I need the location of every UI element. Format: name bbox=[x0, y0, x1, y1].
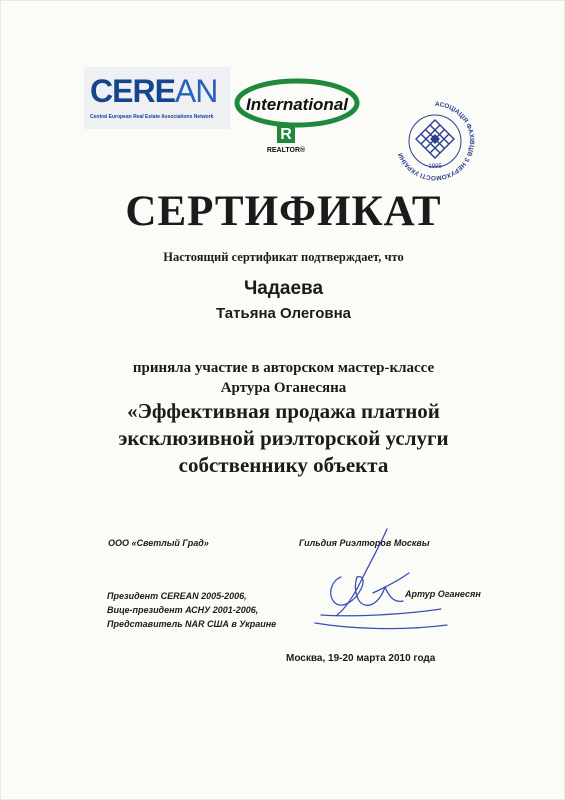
credential-line: Президент CEREAN 2005-2006, bbox=[107, 591, 247, 601]
credential-line: Вице-президент АСНУ 2001-2006, bbox=[107, 605, 259, 615]
guild-logo bbox=[390, 96, 480, 186]
cerean-logo bbox=[84, 67, 230, 129]
recipient-surname: Чадаева bbox=[243, 278, 324, 299]
participation-line: Артура Оганесяна bbox=[220, 380, 347, 396]
international-realtor-logo bbox=[233, 75, 361, 157]
organizer-left: ООО «Светлый Град» bbox=[108, 538, 209, 548]
cerean-logo-tagline: Central European Real Estate Associations Network bbox=[90, 114, 214, 120]
cerean-logo-word-bold: CERE bbox=[90, 73, 175, 109]
signatory-name: Артур Оганесян bbox=[405, 589, 481, 599]
participation-text bbox=[1, 358, 565, 398]
certificate-subtitle: Настоящий сертификат подтверждает, что bbox=[163, 250, 404, 264]
handwritten-signature bbox=[291, 523, 451, 643]
course-title bbox=[1, 398, 565, 479]
international-logo-word: International bbox=[245, 95, 349, 114]
guild-logo-ring-text: АСОЦІАЦІЯ ФАХІВЦІВ З НЕРУХОМОСТІ УКРАЇНИ bbox=[397, 100, 476, 182]
guild-logo-year: 1995 bbox=[428, 164, 442, 170]
realtor-r-mark: R bbox=[280, 126, 292, 143]
participation-line: приняла участие в авторском мастер-классе bbox=[132, 360, 435, 376]
cerean-logo-word-light: AN bbox=[174, 73, 218, 109]
course-title-line: собственнику объекта bbox=[178, 453, 389, 477]
organizer-right: Гильдия Риэлторов Москвы bbox=[299, 538, 430, 548]
certificate-date: Москва, 19-20 марта 2010 года bbox=[286, 653, 436, 664]
course-title-line: «Эффективная продажа платной bbox=[127, 399, 440, 423]
signatory-credentials bbox=[107, 589, 276, 631]
cerean-logo-wordmark bbox=[90, 73, 224, 109]
realtor-sub-label: REALTOR® bbox=[266, 147, 306, 154]
recipient-name: Татьяна Олеговна bbox=[216, 305, 351, 322]
certificate-title: СЕРТИФИКАТ bbox=[125, 188, 442, 235]
credential-line: Представитель NAR США в Украине bbox=[107, 619, 277, 629]
course-title-line: эксклюзивной риэлторской услуги bbox=[118, 426, 449, 450]
